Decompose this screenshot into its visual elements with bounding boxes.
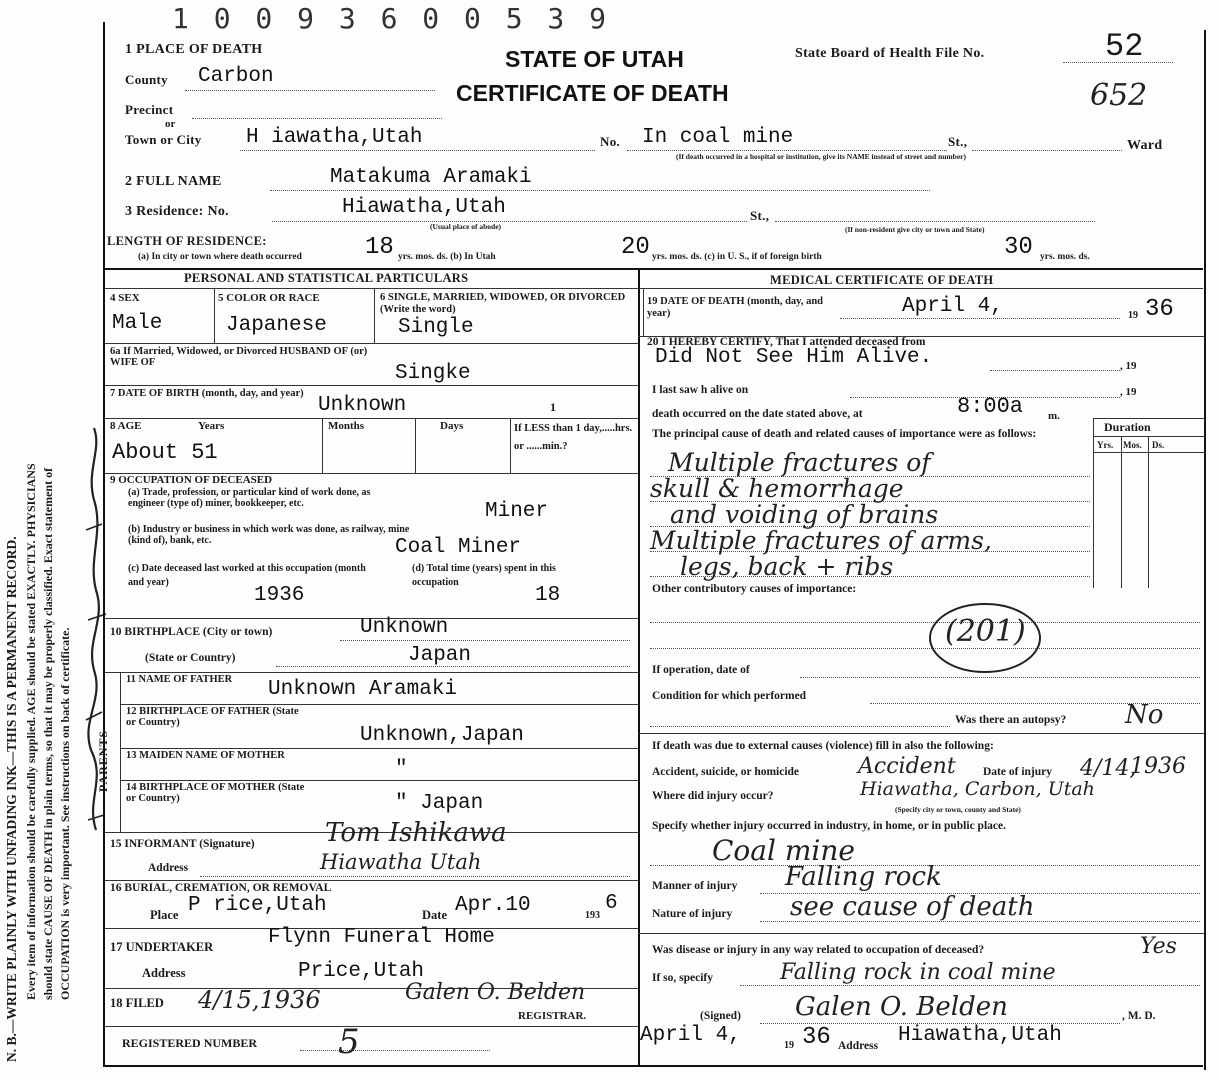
birth-country-value: Japan <box>408 644 472 667</box>
birthplace-value: Unknown <box>360 616 449 639</box>
race-value: Japanese <box>226 314 327 337</box>
duration-ds: Ds. <box>1152 440 1165 450</box>
spouse-value: Singke <box>395 362 471 385</box>
manner-label: Manner of injury <box>652 880 738 892</box>
residence-c-value: 30 <box>1004 234 1033 261</box>
burial-year-prefix: 193 <box>585 910 600 921</box>
birth-state-label: (State or Country) <box>145 652 236 664</box>
injury-year-value: 1936 <box>1130 754 1186 779</box>
sex-label: 4 SEX <box>110 292 140 304</box>
file-no-handwritten: 652 <box>1090 78 1148 113</box>
specify-place-value: Coal mine <box>712 834 855 867</box>
operation-label: If operation, date of <box>652 664 750 676</box>
specify-place-label: Specify whether injury occurred in industry, in home, or in public place. <box>652 820 1006 832</box>
md-label: , M. D. <box>1122 1010 1156 1022</box>
sign-year-prefix: 19 <box>784 1040 794 1051</box>
date-of-death-value: April 4, <box>902 295 1003 318</box>
registered-number-label: REGISTERED NUMBER <box>122 1036 258 1050</box>
residence-value: Hiawatha,Utah <box>342 196 506 219</box>
dob-value: Unknown <box>318 394 407 417</box>
town-label: Town or City <box>125 132 202 147</box>
father-value: Unknown Aramaki <box>268 678 458 701</box>
marital-value: Single <box>398 316 474 339</box>
registered-number-value: 5 <box>338 1022 360 1062</box>
manner-value: Falling rock <box>785 862 942 892</box>
principal-cause-label: The principal cause of death and related causes of importance were as follows: <box>652 428 1037 440</box>
contributory-label: Other contributory causes of importance: <box>652 583 857 595</box>
injury-date-label: Date of injury <box>983 766 1052 778</box>
personal-header: PERSONAL AND STATISTICAL PARTICULARS <box>184 271 469 285</box>
father-birthplace-value: Unknown,Japan <box>360 724 524 747</box>
occupation-a-value: Miner <box>485 500 549 523</box>
length-residence-label: LENGTH OF RESIDENCE: <box>107 234 267 248</box>
mother-birthplace-value: " Japan <box>395 792 484 815</box>
county-value: Carbon <box>198 65 274 88</box>
occupation-b-label: (b) Industry or business in which work was done, as railway, mine (kind of), bank, etc. <box>128 524 410 546</box>
death-time-value: 8:00a <box>957 394 1024 419</box>
occupation-d-value: 18 <box>535 584 561 607</box>
undertaker-address-label: Address <box>142 966 186 980</box>
county-label: County <box>125 72 168 87</box>
nonresident-note: (If non-resident give city or town and State) <box>845 225 985 234</box>
cause-line-4: Multiple fractures of arms, <box>650 526 992 555</box>
where-injury-label: Where did injury occur? <box>652 790 774 802</box>
informant-signature: Tom Ishikawa <box>325 818 507 848</box>
no-value: In coal mine <box>642 126 794 149</box>
precinct-label: Precinct <box>125 102 174 117</box>
age-label: 8 AGE <box>110 420 142 432</box>
physician-signature: Galen O. Belden <box>795 992 1008 1022</box>
marital-label: 6 SINGLE, MARRIED, WIDOWED, OR DIVORCED (Write the word) <box>380 292 626 315</box>
burial-year-value: 6 <box>605 892 618 915</box>
duration-mos: Mos. <box>1123 440 1142 450</box>
registrar-signature: Galen O. Belden <box>405 980 586 1005</box>
residence-a-label: (a) In city or town where death occurred <box>138 252 302 262</box>
side-note-line4: OCCUPATION is very important. See instructions on back of certificate. <box>58 627 72 1000</box>
burial-label: 16 BURIAL, CREMATION, OR REMOVAL <box>110 882 332 894</box>
father-label: 11 NAME OF FATHER <box>126 674 233 685</box>
age-years-label: Years <box>198 420 225 432</box>
informant-label: 15 INFORMANT (Signature) <box>110 838 255 850</box>
sign-address-value: Hiawatha,Utah <box>898 1024 1062 1047</box>
usual-abode-note: (Usual place of abode) <box>430 222 502 231</box>
nature-label: Nature of injury <box>652 908 733 920</box>
side-note-line1: N. B.—WRITE PLAINLY WITH UNFADING INK—THIS IS A PERMANENT RECORD. <box>4 536 19 1062</box>
side-note-line3: should state CAUSE OF DEATH in plain terms, so that it may be properly classified. Exact statement of <box>41 467 55 1000</box>
mother-label: 13 MAIDEN NAME OF MOTHER <box>126 750 285 761</box>
autopsy-value: No <box>1125 700 1164 730</box>
residence-b-value: 20 <box>621 234 650 261</box>
cause-line-2: skull & hemorrhage <box>650 474 904 503</box>
burial-place-label: Place <box>150 908 179 922</box>
occupation-b-value: Coal Miner <box>395 536 522 559</box>
undertaker-address-value: Price,Utah <box>298 960 425 983</box>
residence-b-label: yrs. mos. ds. (b) In Utah <box>398 252 496 262</box>
spouse-label: 6a If Married, Widowed, or Divorced HUSBAND OF (or) WIFE OF <box>110 346 368 368</box>
town-value: H iawatha,Utah <box>246 126 423 149</box>
where-injury-note: (Specify city or town, county and State) <box>895 805 1021 814</box>
ifso-label: If so, specify <box>652 972 714 984</box>
residence-c-label: yrs. mos. ds. (c) in U. S., if of foreign birth <box>652 252 822 262</box>
certify-year-1: , 19 <box>1120 360 1137 372</box>
condition-label: Condition for which performed <box>652 690 807 702</box>
accident-value: Accident <box>858 754 956 779</box>
informant-address-value: Hiawatha Utah <box>320 850 482 874</box>
birthplace-label: 10 BIRTHPLACE (City or town) <box>110 626 273 638</box>
death-time-m-label: m. <box>1048 410 1060 422</box>
father-birthplace-label: 12 BIRTHPLACE OF FATHER (State or Country) <box>126 706 299 728</box>
undertaker-value: Flynn Funeral Home <box>268 926 495 949</box>
cause-line-1: Multiple fractures of <box>668 448 931 477</box>
sign-address-label: Address <box>838 1040 879 1052</box>
certificate-title: CERTIFICATE OF DEATH <box>456 80 729 106</box>
cause-code: (201) <box>945 614 1026 649</box>
certify-value: Did Not See Him Alive. <box>655 346 933 369</box>
file-no: 52 <box>1105 28 1144 65</box>
occupation-d-label: (d) Total time (years) spent in this occupation <box>412 563 556 588</box>
sign-date-value: April 4, <box>640 1024 741 1047</box>
certify-year-2: , 19 <box>1120 386 1137 398</box>
residence-st-label: St., <box>750 208 770 223</box>
sex-value: Male <box>112 312 163 335</box>
occupation-c-label: (c) Date deceased last worked at this occupation (month and year) <box>128 563 366 588</box>
nature-value: see cause of death <box>790 892 1035 922</box>
full-name-value: Matakuma Aramaki <box>330 166 532 189</box>
parents-label: PARENTS <box>96 729 110 792</box>
occupation-a-label: (a) Trade, profession, or particular kind of work done, as engineer (type of) miner, bookkeeper, etc. <box>128 487 371 509</box>
side-note-line2: Every item of information should be carefully supplied. AGE should be stated EXACTLY. PHYSICIANS <box>24 463 38 1000</box>
mother-value: " <box>395 758 408 781</box>
place-note: (If death occurred in a hospital or institution, give its NAME instead of street and number) <box>676 152 967 161</box>
where-injury-value: Hiawatha, Carbon, Utah <box>860 778 1095 800</box>
cause-line-3: and voiding of brains <box>670 500 939 529</box>
date-of-death-year-prefix: 19 <box>1128 310 1138 321</box>
age-months-label: Months <box>328 420 365 432</box>
dob-label: 7 DATE OF BIRTH (month, day, and year) <box>110 388 304 399</box>
related-value: Yes <box>1140 934 1177 959</box>
death-time-label: death occurred on the date stated above, at <box>652 408 863 420</box>
serial-number: 1 0 0 9 3 6 0 0 5 3 9 <box>172 2 611 35</box>
related-label: Was disease or injury in any way related to occupation of deceased? <box>652 944 985 956</box>
age-days-label: Days <box>440 420 464 432</box>
sign-year-value: 36 <box>802 1024 831 1051</box>
less-than-label: If LESS than 1 day,.....hrs. or ......min.? <box>514 423 633 452</box>
or-label: or <box>165 118 176 130</box>
injury-date-value: 4/14, <box>1080 756 1137 781</box>
residence-tail-label: yrs. mos. ds. <box>1040 252 1090 262</box>
cause-line-5: legs, back + ribs <box>680 552 894 581</box>
dob-one: 1 <box>550 400 557 414</box>
informant-address-label: Address <box>148 862 189 874</box>
duration-label: Duration <box>1104 420 1151 434</box>
burial-date-label: Date <box>422 908 447 922</box>
age-value: About 51 <box>112 440 218 465</box>
occupation-label: 9 OCCUPATION OF DECEASED <box>110 474 273 486</box>
file-no-label: State Board of Health File No. <box>795 46 985 61</box>
certify-label: 20 I HEREBY CERTIFY, That I attended deceased from <box>647 336 926 348</box>
undertaker-label: 17 UNDERTAKER <box>110 940 214 954</box>
residence-label: 3 Residence: No. <box>125 204 229 219</box>
no-label: No. <box>600 134 621 149</box>
date-of-death-year: 36 <box>1145 296 1174 323</box>
duration-yrs: Yrs. <box>1097 440 1114 450</box>
filed-label: 18 FILED <box>110 996 164 1010</box>
mother-birthplace-label: 14 BIRTHPLACE OF MOTHER (State or Country) <box>126 782 305 804</box>
ifso-value: Falling rock in coal mine <box>780 960 1056 985</box>
external-causes-label: If death was due to external causes (violence) fill in also the following: <box>652 740 994 752</box>
last-saw-label: I last saw h alive on <box>652 384 749 396</box>
accident-label: Accident, suicide, or homicide <box>652 766 800 778</box>
medical-header: MEDICAL CERTIFICATE OF DEATH <box>770 273 994 287</box>
autopsy-label: Was there an autopsy? <box>955 714 1067 726</box>
burial-place-value: P rice,Utah <box>188 894 327 917</box>
residence-a-value: 18 <box>365 234 394 261</box>
ward-label: Ward <box>1127 138 1163 153</box>
full-name-label: 2 FULL NAME <box>125 174 222 189</box>
date-of-death-label: 19 DATE OF DEATH (month, day, and year) <box>647 296 824 319</box>
signed-label: (Signed) <box>700 1010 741 1022</box>
place-of-death-label: 1 PLACE OF DEATH <box>125 42 263 57</box>
street-label: St., <box>948 134 968 149</box>
state-title: STATE OF UTAH <box>505 46 684 72</box>
occupation-c-value: 1936 <box>254 584 305 607</box>
burial-date-value: Apr.10 <box>455 894 531 917</box>
filed-value: 4/15,1936 <box>198 986 321 1014</box>
race-label: 5 COLOR OR RACE <box>218 292 320 304</box>
registrar-label: REGISTRAR. <box>518 1010 587 1022</box>
